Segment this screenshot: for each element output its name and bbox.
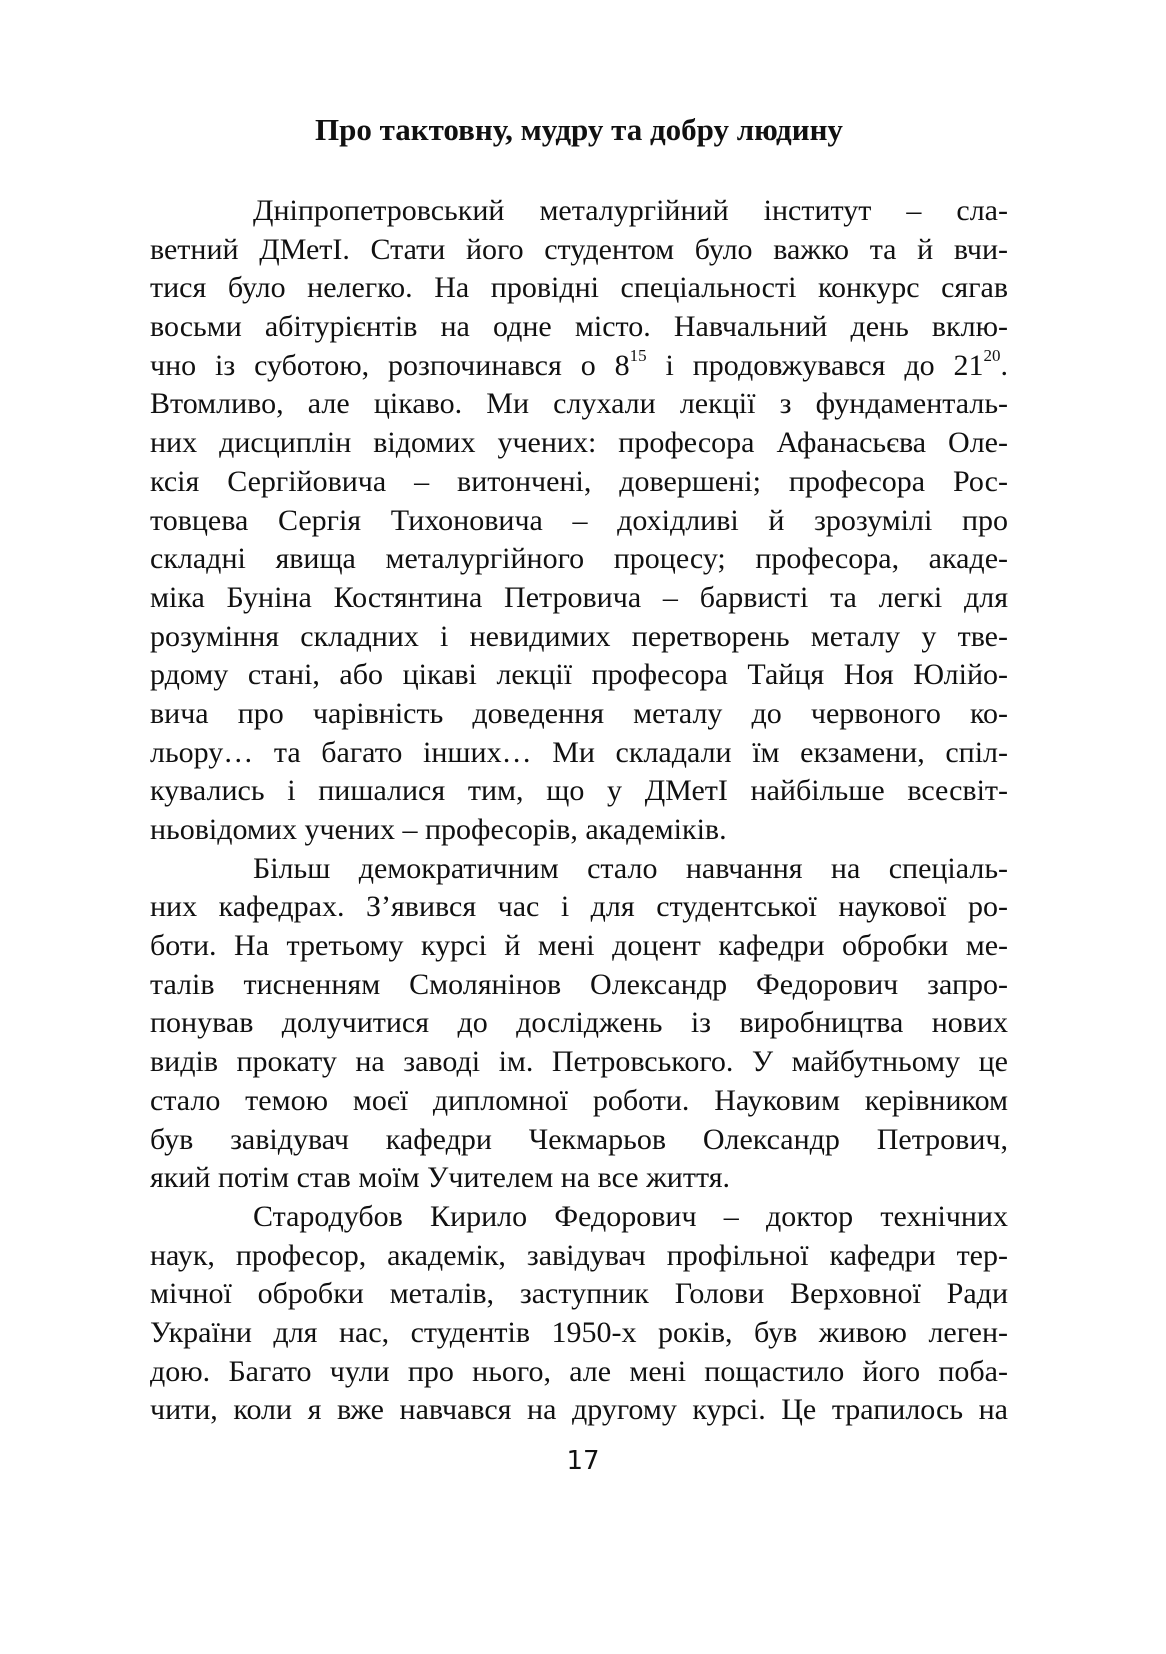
text-line: дою. Багато чули про нього, але мені пощастило його поба- — [150, 1354, 1008, 1388]
text-line: товцева Сергія Тихоновича – дохідливі й зрозумілі про — [150, 503, 1008, 537]
superscript-minutes-start: 15 — [629, 345, 647, 365]
text-line: Втомливо, але цікаво. Ми слухали лекції з фундаменталь- — [150, 387, 1008, 421]
page-number: 17 — [566, 1446, 600, 1476]
text-line: який потім став моїм Учителем на все життя. — [150, 1161, 730, 1195]
text-line: розуміння складних і невидимих перетворень металу у тве- — [150, 619, 1008, 653]
text-line: понував долучитися до досліджень із виробництва нових — [150, 1006, 1008, 1040]
text-line: міка Буніна Костянтина Петровича – барвисті та легкі для — [150, 580, 1008, 614]
text-line: восьми абітурієнтів на одне місто. Навчальний день вклю- — [150, 310, 1008, 344]
text-line: них дисциплін відомих учених: професора Афанасьєва Оле- — [150, 426, 1008, 460]
text-line: тися було нелегко. На провідні спеціальності конкурс сягав — [150, 271, 1008, 305]
text-line: чити, коли я вже навчався на другому курсі. Це трапилось на — [150, 1393, 1008, 1427]
text-line: Більш демократичним стало навчання на спеціаль- — [253, 851, 1008, 885]
text-line: ксія Сергійовича – витончені, довершені; професора Рос- — [150, 464, 1008, 498]
text-segment: чно із суботою, розпочинався о 8 — [150, 348, 630, 382]
text-line: складні явища металургійного процесу; професора, акаде- — [150, 542, 1008, 576]
paragraph-2 — [150, 850, 1008, 1198]
paragraph-1 — [150, 192, 1008, 850]
text-line: ветний ДМетІ. Стати його студентом було важко та й вчи- — [150, 232, 1008, 266]
text-line: Дніпропетровський металургійний інститут – сла- — [253, 194, 1008, 227]
text-segment: . — [1000, 348, 1008, 382]
text-line: був завідувач кафедри Чекмарьов Олександр Петрович, — [150, 1122, 1008, 1156]
text-line: видів прокату на заводі ім. Петровського. У майбутньому це — [150, 1045, 1008, 1079]
document-page — [150, 110, 1008, 1430]
text-line: ньовідомих учених – професорів, академіків. — [150, 813, 727, 846]
text-line: кувались і пишалися тим, що у ДМетІ найбільше всесвіт- — [150, 774, 1008, 808]
text-line: рдому стані, або цікаві лекції професора Тайця Ноя Юлійо- — [150, 658, 1008, 692]
text-line: талів тисненням Смолянінов Олександр Федорович запро- — [150, 967, 1008, 1001]
paragraph-3 — [150, 1198, 1008, 1430]
text-line: них кафедрах. З’явився час і для студентської наукової ро- — [150, 890, 1008, 924]
text-line: льору… та багато інших… Ми складали їм екзамени, спіл- — [150, 735, 1008, 769]
text-line: вича про чарівність доведення металу до червоного ко- — [150, 696, 1008, 730]
text-line: наук, професор, академік, завідувач профільної кафедри тер- — [150, 1238, 1008, 1272]
text-line: стало темою моєї дипломної роботи. Науковим керівником — [150, 1083, 1008, 1117]
text-line: України для нас, студентів 1950-х років, був живою леген- — [150, 1315, 1008, 1349]
text-line: Стародубов Кирило Федорович – доктор технічних — [253, 1199, 1008, 1233]
text-line-with-times — [150, 347, 1008, 386]
superscript-minutes-end: 20 — [983, 345, 1001, 365]
text-line: боти. На третьому курсі й мені доцент кафедри обробки ме- — [150, 929, 1008, 963]
text-line: мічної обробки металів, заступник Голови Верховної Ради — [150, 1277, 1008, 1311]
page-title: Про тактовну, мудру та добру людину — [315, 112, 843, 147]
text-segment: і продовжувався до 21 — [646, 348, 984, 382]
